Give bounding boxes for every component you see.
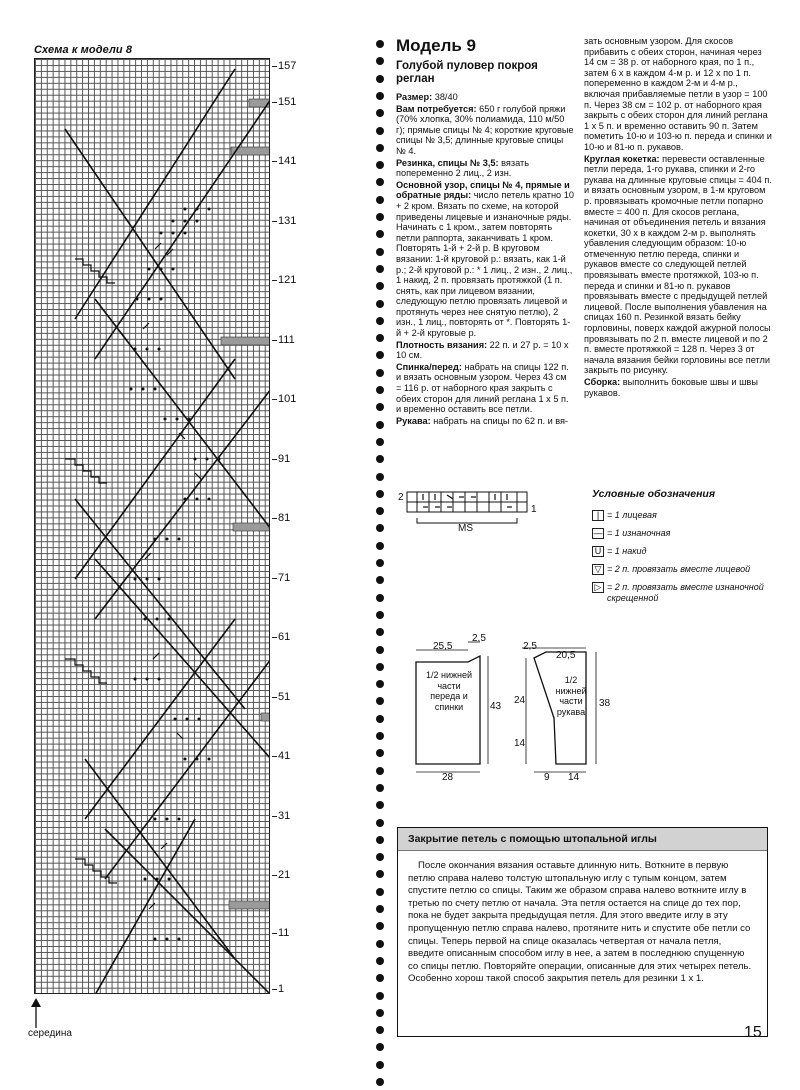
binding-dot xyxy=(376,1061,384,1069)
binding-dot xyxy=(376,334,384,342)
instructions-column-1 xyxy=(396,36,574,427)
legend-item xyxy=(592,582,782,604)
tip-box-title: Закрытие петель с помощью штопальной иглы xyxy=(398,828,767,851)
model-subtitle: Голубой пуловер покроя реглан xyxy=(396,60,538,85)
paragraph-label: Основной узор, спицы № 4, прямые и обратные ряды: xyxy=(396,179,570,201)
legend-text: = 1 накид xyxy=(607,546,647,556)
sleeve-top-width: 20,5 xyxy=(556,650,576,661)
instruction-paragraph xyxy=(584,377,774,398)
legend xyxy=(592,488,782,611)
instruction-paragraph xyxy=(396,104,574,157)
binding-dot xyxy=(376,248,384,256)
binding-dot xyxy=(376,853,384,861)
binding-dot xyxy=(376,109,384,117)
paragraph-text: набрать на спицы по 62 п. и вя- xyxy=(430,415,569,426)
sleeve-top-offset: 2,5 xyxy=(523,641,537,652)
paragraph-text: набрать на спицы 122 п. и вязать основным узором. Через 43 см = 116 р. от наборного края закрыть с обеих сторон для линий реглана 1 x 5 п. и временно оставить все петли. xyxy=(396,361,569,415)
binding-dot xyxy=(376,715,384,723)
binding-dot xyxy=(376,40,384,48)
sleeve-piece-label: 1/2 нижней части рукава xyxy=(555,675,587,717)
sleeve-lower: 14 xyxy=(514,738,526,749)
paragraph-label: Рукава: xyxy=(396,415,431,426)
row-label: 111 xyxy=(278,334,295,346)
binding-dot xyxy=(376,421,384,429)
binding-dot xyxy=(376,57,384,65)
center-label: середина xyxy=(28,1028,72,1039)
row-label: 121 xyxy=(278,274,297,286)
legend-title: Условные обозначения xyxy=(592,488,716,500)
paragraph-text: вязать попеременно 2 лиц., 2 изн. xyxy=(396,157,529,179)
binding-dot xyxy=(376,438,384,446)
binding-dot xyxy=(376,628,384,636)
row-labels xyxy=(272,58,302,994)
instruction-paragraph xyxy=(584,36,774,153)
paragraph-text: 22 п. и 27 р. = 10 x 10 см. xyxy=(396,339,569,361)
ms-row-1: 1 xyxy=(531,504,537,515)
shaded-markers xyxy=(221,99,270,909)
row-label: 81 xyxy=(278,512,291,524)
row-label: 131 xyxy=(278,215,297,227)
binding-dot xyxy=(376,697,384,705)
binding-dot xyxy=(376,403,384,411)
knit-stitch-icon: | xyxy=(592,510,604,521)
purl-stitch-icon: — xyxy=(593,528,603,538)
legend-text: = 2 п. провязать вместе лицевой xyxy=(607,564,751,574)
binding-dot xyxy=(376,732,384,740)
sleeve-upper: 24 xyxy=(514,695,526,706)
binding-dot xyxy=(376,1043,384,1051)
paragraph-label: Резинка, спицы № 3,5: xyxy=(396,157,499,168)
binding-dot xyxy=(376,455,384,463)
body-bottom: 28 xyxy=(442,772,454,783)
row-label: 31 xyxy=(278,810,291,822)
binding-dot xyxy=(376,213,384,221)
binding-dot xyxy=(376,144,384,152)
binding-dot xyxy=(376,576,384,584)
instruction-paragraph xyxy=(396,180,574,339)
legend-item xyxy=(592,510,782,521)
binding-dot xyxy=(376,178,384,186)
row-label: 51 xyxy=(278,691,291,703)
paragraph-label: Размер: xyxy=(396,92,433,102)
tip-box xyxy=(397,827,768,1037)
row-label: 151 xyxy=(278,96,297,108)
paragraph-text: 650 г голубой пряжи (70% хлопка, 30% полиамида, 110 м/50 г); прямые спицы № 4; короткие круговые спицы № 3,5; длинные круговые спицы № 4. xyxy=(396,103,574,156)
binding-dot xyxy=(376,351,384,359)
instruction-paragraph xyxy=(396,362,574,415)
stepped-edges xyxy=(65,259,117,883)
binding-dot xyxy=(376,559,384,567)
paragraph-label: Вам потребуется: xyxy=(396,103,477,114)
ms-row-2: 2 xyxy=(398,492,404,503)
p2tog-tbl-icon: ▷ xyxy=(592,582,604,593)
binding-dot xyxy=(376,161,384,169)
row-label: 91 xyxy=(278,453,291,465)
binding-dot xyxy=(376,749,384,757)
binding-dot xyxy=(376,300,384,308)
binding-dot xyxy=(376,974,384,982)
row-label: 41 xyxy=(278,750,291,762)
page-number: 15 xyxy=(744,1024,762,1041)
binding-dot xyxy=(376,870,384,878)
binding-dot xyxy=(376,317,384,325)
binding-dot xyxy=(376,265,384,273)
paragraph-text: выполнить боковые швы и швы рукавов. xyxy=(584,377,758,398)
instruction-paragraph xyxy=(584,154,774,376)
legend-item xyxy=(592,546,782,557)
binding-dot xyxy=(376,386,384,394)
legend-text: = 2 п. провязать вместе изнаночной скрещенной xyxy=(607,582,764,603)
row-label: 71 xyxy=(278,572,291,584)
instruction-paragraph xyxy=(396,92,574,103)
body-height: 43 xyxy=(490,701,502,712)
ms-label: MS xyxy=(458,523,473,534)
paragraph-label: Плотность вязания: xyxy=(396,339,488,350)
binding-dot xyxy=(376,230,384,238)
binding-dot xyxy=(376,611,384,619)
binding-dot xyxy=(376,784,384,792)
instructions-column-2 xyxy=(584,36,774,399)
paragraph-label: Круглая кокетка: xyxy=(584,153,660,164)
sleeve-height: 38 xyxy=(599,698,611,709)
row-label: 101 xyxy=(278,393,297,405)
binding-dots xyxy=(374,40,386,1080)
binding-dot xyxy=(376,127,384,135)
stitch-slashes xyxy=(143,243,201,909)
binding-dot xyxy=(376,369,384,377)
paragraph-label: Спинка/перед: xyxy=(396,361,462,372)
instruction-paragraph xyxy=(396,416,574,427)
k2tog-icon: ▽ xyxy=(592,564,604,575)
instruction-paragraph xyxy=(396,340,574,361)
binding-dot xyxy=(376,646,384,654)
binding-dot xyxy=(376,524,384,532)
binding-dot xyxy=(376,663,384,671)
binding-dot xyxy=(376,680,384,688)
binding-dot xyxy=(376,542,384,550)
body-piece-label: 1/2 нижней части переда и спинки xyxy=(425,670,473,712)
binding-dot xyxy=(376,888,384,896)
binding-dot xyxy=(376,594,384,602)
row-label: 11 xyxy=(278,927,290,939)
binding-dot xyxy=(376,957,384,965)
row-label: 157 xyxy=(278,60,297,72)
binding-dot xyxy=(376,801,384,809)
paragraph-text: перевести оставленные петли переда, 1-го рукава, спинки и 2-го рукава на длинные круговые спицы = 404 п. и вязать основным узором, в 1-м круговом р. провязывать кромочные петли попарно вместе = 400 п. Для скосов реглана, начиная от объединения петель и вязания кокетки, 30 x в каждом 2-м р. выполнять убавления следующим образом: 10-ю отмеченную петлю переда, спинки и рукавов вместе со следующей петлей провязывать вместе протяжкой, 103-ю п. переда и спинки и 81-ю п. рукавов провязывать вместе с предыдущей петлей лицевой. После выполнения убавления на спицах 160 п. Резинкой вязать бейку горловины, поверх каждой ажурной полосы провязывать по 2 п. вместе лицевой и по 2 п. вместе протяжкой = 128 п. Через 3 от начала вязания бейки горловины все петли закрыть по рисунку. xyxy=(584,153,772,376)
chart-title: Схема к модели 8 xyxy=(34,44,133,56)
binding-dot xyxy=(376,282,384,290)
chart-pattern xyxy=(35,59,270,994)
binding-dot xyxy=(376,92,384,100)
binding-dot xyxy=(376,1026,384,1034)
row-label: 21 xyxy=(278,869,291,881)
row-label: 61 xyxy=(278,631,291,643)
binding-dot xyxy=(376,1078,384,1086)
binding-dot xyxy=(376,905,384,913)
binding-dot xyxy=(376,1009,384,1017)
tip-box-text: После окончания вязания оставьте длинную нить. Воткните в первую петлю справа налево толстую штопальную иглу с тупым концом, затем спустите петлю со спицы. Таким же образом справа налево воткните иглу в третью по счету петлю от начала. Эта петля остается на спице до тех пор, пока не будет закрыта предыдущая петля. Для этого введите иглу в эту пропущенную петлю справа налево, протяните нить и спустите обе петли со спицы. Теперь первой на спице оказалась четвертая от начала петля, введите описанным способом иглу в нее, а затем в последнюю спущенную со спицы петлю. Повторяйте операции, описанные для этих четырех петель. Особенно хорош такой способ закрытия петель для резинки 1 x 1. xyxy=(408,860,752,985)
instruction-paragraph xyxy=(396,158,574,179)
binding-dot xyxy=(376,940,384,948)
row-label: 141 xyxy=(278,155,297,167)
paragraph-label: Сборка: xyxy=(584,377,621,387)
paragraph-text: число петель кратно 10 + 2 кром. Вязать по схеме, на которой приведены лицевые и изнаночные ряды. Начинать с 1 кром., затем повторять петли раппорта, заканчивать 1 кром. Повторять 1-й + 2-й р. В круговом вязании: 1-й круговой р.: вязать, как 1-й р.; 2-й круговой р.: * 1 лиц., 2 изн., 2 лиц., 1 накид, 2 п. провязать протяжкой (1 п. снять, как при лицевом вязании, следующую петлю провязать лицевой и протянуть через нее снятую петлю), 2 изн., 1 лиц., повторять от *. Повторять 1-й + 2-й круговые р. xyxy=(396,190,574,339)
binding-dot xyxy=(376,922,384,930)
diagonal-lines xyxy=(65,69,270,994)
sleeve-bottom-left: 9 xyxy=(544,772,550,783)
body-top-width: 25,5 xyxy=(433,641,453,652)
body-top-offset: 2,5 xyxy=(472,633,486,644)
binding-dot xyxy=(376,507,384,515)
binding-dot xyxy=(376,836,384,844)
legend-text: = 1 лицевая xyxy=(607,510,657,520)
center-arrow-icon xyxy=(30,998,42,1028)
binding-dot xyxy=(376,196,384,204)
legend-text: = 1 изнаночная xyxy=(607,528,671,538)
binding-dot xyxy=(376,490,384,498)
knitting-chart xyxy=(34,58,270,994)
stitch-dots xyxy=(130,208,221,941)
model-title: Модель 9 xyxy=(396,36,476,55)
binding-dot xyxy=(376,473,384,481)
binding-dot xyxy=(376,767,384,775)
sleeve-bottom: 14 xyxy=(568,772,580,783)
binding-dot xyxy=(376,992,384,1000)
binding-dot xyxy=(376,75,384,83)
paragraph-text: 38/40 xyxy=(432,92,458,102)
paragraph-text: зать основным узором. Для скосов прибавить с обеих сторон, начиная через 14 см = 38 р. от наборного края, по 1 п., затем 6 x в каждом 4-м р. и 12 x по 1 п. попеременно в каждом 2-м и 4-м р., включая прибавляемые петли в узор = 100 п. Через 38 см = 102 р. от наборного края закрыть с обеих сторон для линий реглана 1 x 5 п. и временно оставить 90 п. Затем пометить 10-ю и 103-ю п. переда и спинки и 10-ю и 81-ю п. рукавов. xyxy=(584,36,772,152)
row-label: 1 xyxy=(278,983,285,995)
binding-dot xyxy=(376,819,384,827)
legend-item xyxy=(592,564,782,575)
yarn-over-icon: U xyxy=(592,546,604,557)
legend-item xyxy=(592,528,782,539)
